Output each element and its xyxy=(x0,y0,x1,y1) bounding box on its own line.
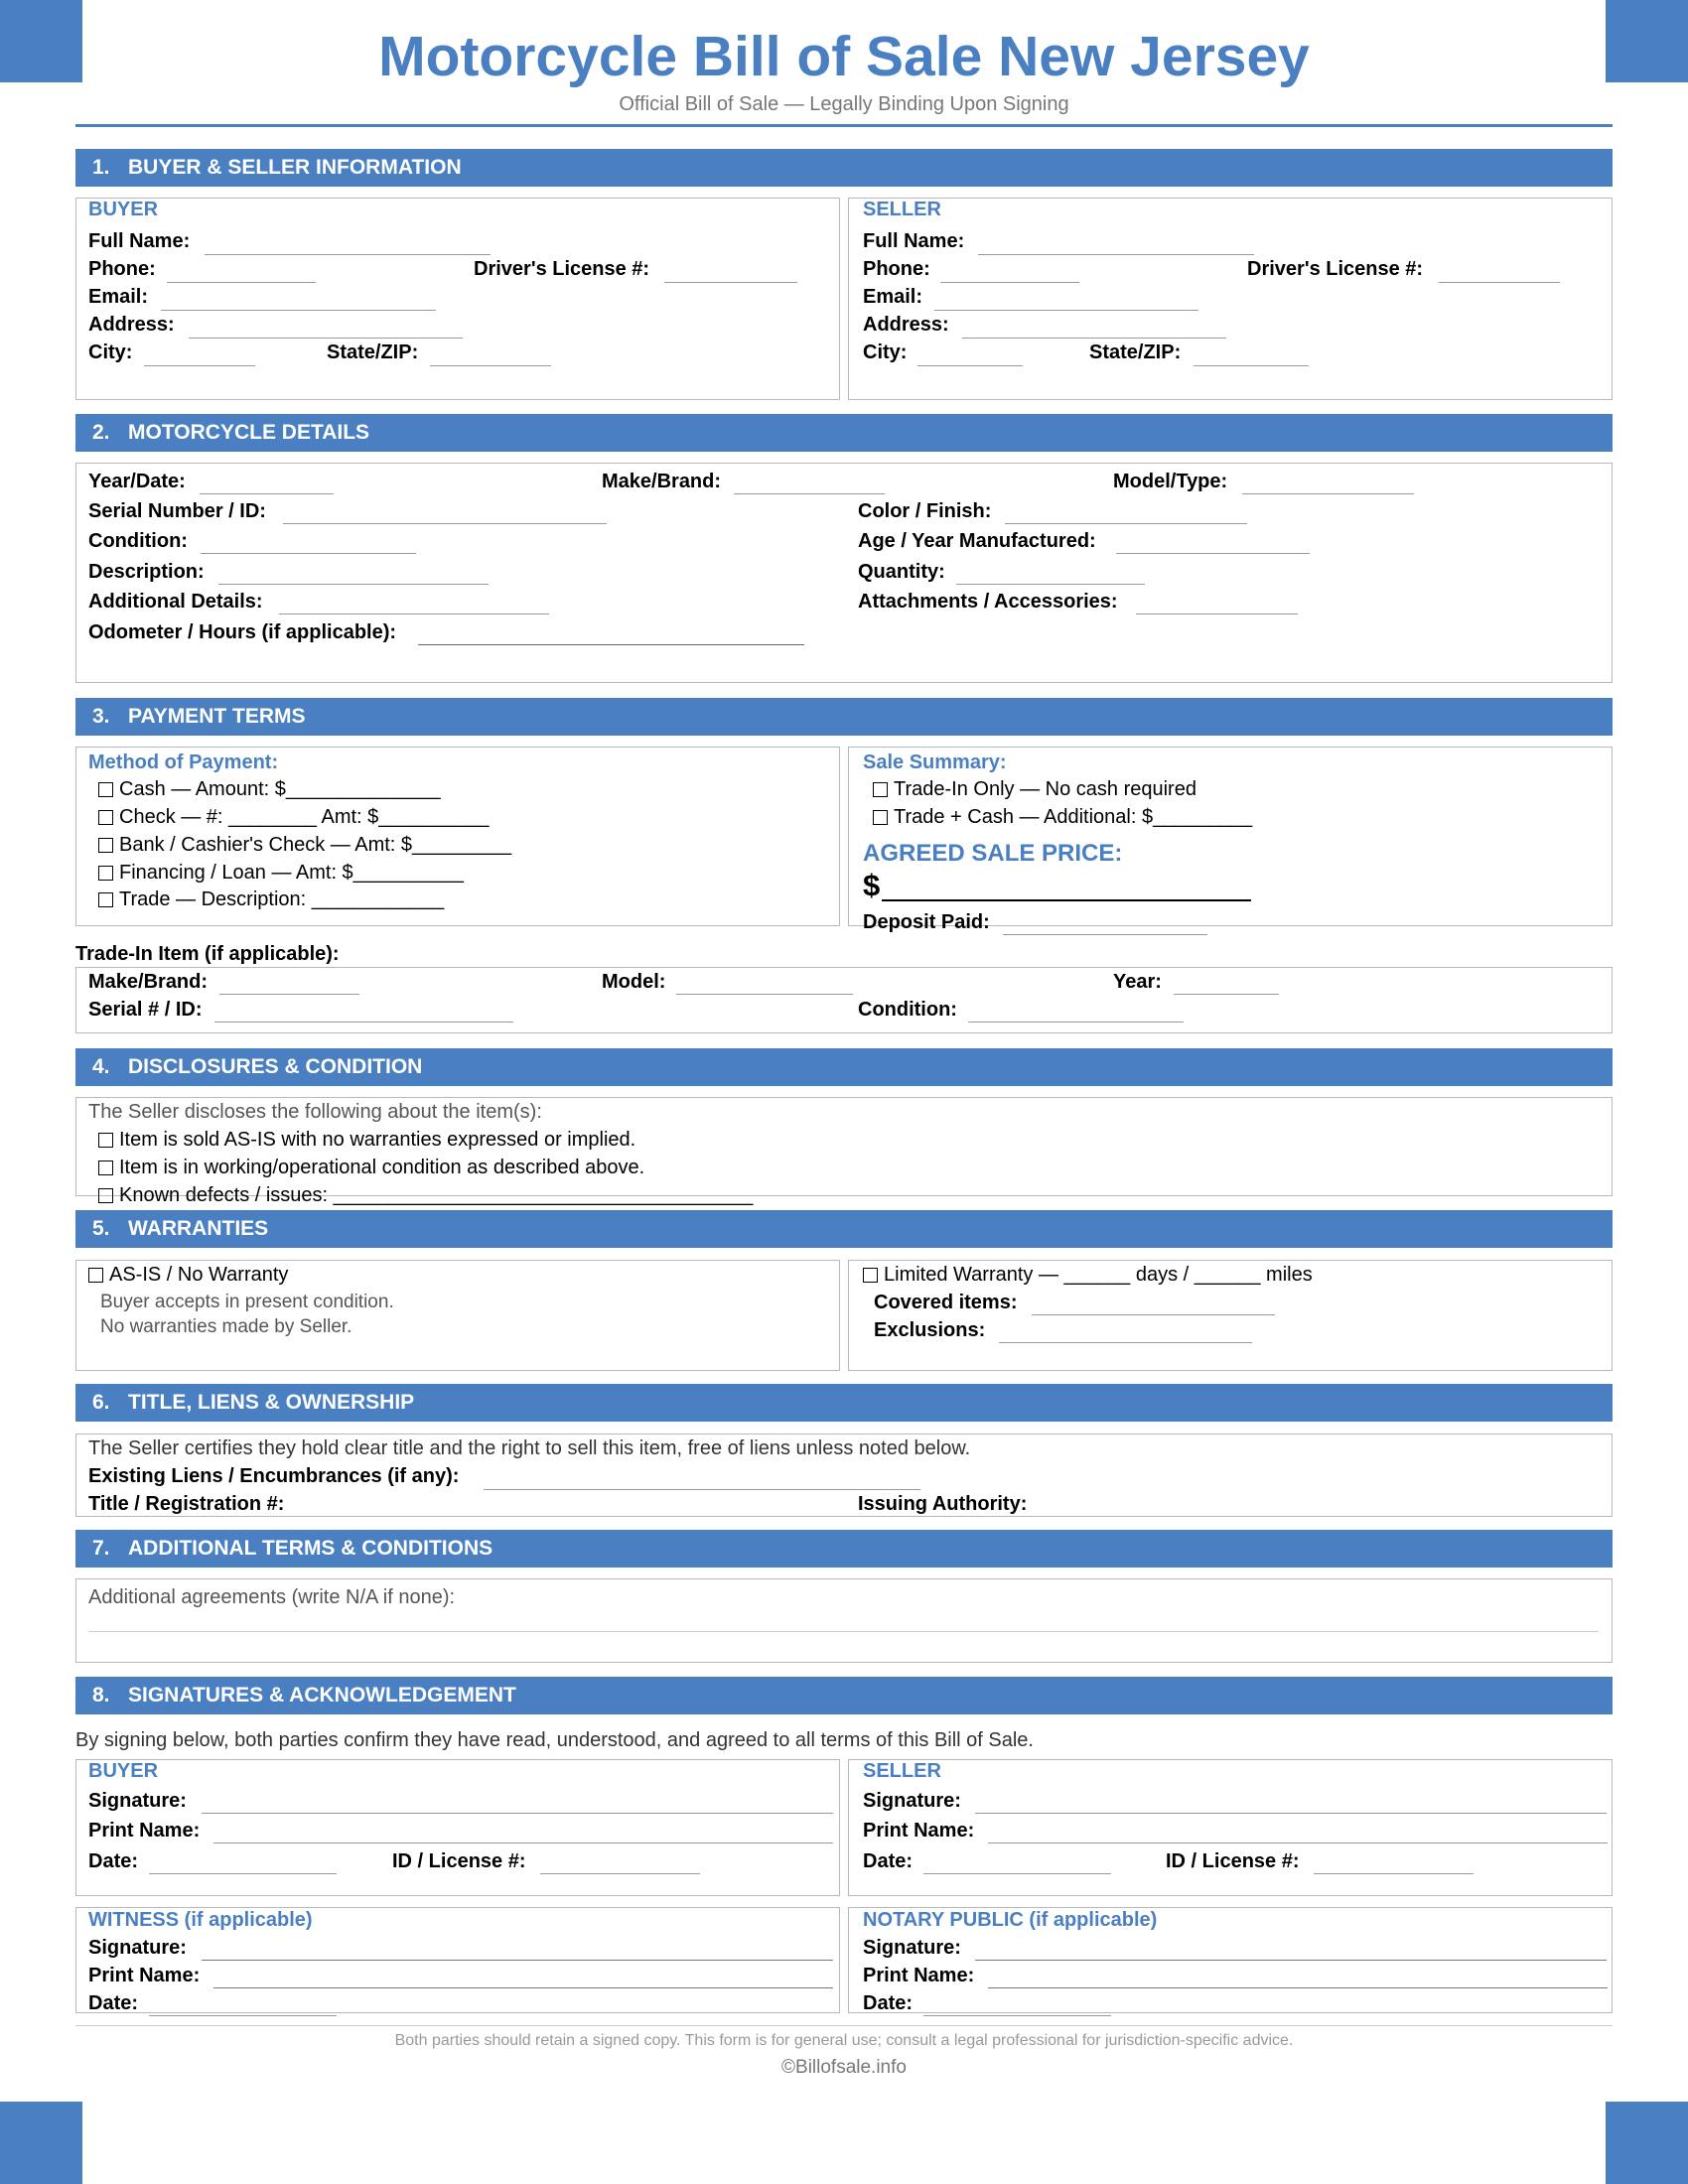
seller-phone-label: Phone: xyxy=(863,258,930,280)
notary-print-name-label: Print Name: xyxy=(863,1965,975,1986)
existing-liens-field[interactable] xyxy=(484,1489,920,1490)
section-number: 3. xyxy=(92,705,110,728)
issuing-authority-label: Issuing Authority: xyxy=(858,1493,1028,1515)
corner-decoration-bottom-right xyxy=(1606,2102,1688,2184)
notary-signature-label: Signature: xyxy=(863,1937,961,1959)
color-finish-label: Color / Finish: xyxy=(858,500,992,522)
seller-heading: SELLER xyxy=(863,199,941,220)
additional-terms-field[interactable] xyxy=(88,1631,1599,1632)
attachments-label: Attachments / Accessories: xyxy=(858,591,1118,613)
section-number: 6. xyxy=(92,1391,110,1414)
make-brand-field[interactable] xyxy=(734,493,885,494)
covered-items-field[interactable] xyxy=(1032,1314,1275,1315)
witness-signature-field[interactable] xyxy=(202,1960,833,1961)
buyer-id-license-field[interactable] xyxy=(540,1873,700,1874)
warranty-option-as-is[interactable] xyxy=(88,1263,288,1287)
section-number: 2. xyxy=(92,421,110,444)
buyer-info-box xyxy=(75,198,840,400)
corner-decoration-bottom-left xyxy=(0,2102,82,2184)
existing-liens-label: Existing Liens / Encumbrances (if any): xyxy=(88,1465,460,1487)
make-brand-label: Make/Brand: xyxy=(602,471,722,492)
summary-option-label: Trade + Cash — Additional: $_________ xyxy=(894,806,1253,828)
section-8-header xyxy=(75,1677,1613,1714)
seller-signature-heading: SELLER xyxy=(863,1760,941,1782)
seller-city-field[interactable] xyxy=(917,365,1023,366)
trade-in-year-label: Year: xyxy=(1113,971,1162,993)
title-rule xyxy=(75,124,1613,127)
checkbox[interactable] xyxy=(98,892,113,907)
checkbox[interactable] xyxy=(98,866,113,881)
trade-in-serial-label: Serial # / ID: xyxy=(88,999,203,1021)
buyer-email-label: Email: xyxy=(88,286,149,308)
buyer-license-label: Driver's License #: xyxy=(474,258,650,280)
seller-full-name-field[interactable] xyxy=(978,254,1254,255)
quantity-label: Quantity: xyxy=(858,561,945,583)
serial-number-field[interactable] xyxy=(283,523,607,524)
buyer-email-field[interactable] xyxy=(161,310,436,311)
signatures-intro: By signing below, both parties confirm they have read, understood, and agreed to all terms of this Bill of Sale. xyxy=(75,1729,1034,1751)
sale-summary-heading: Sale Summary: xyxy=(863,751,1007,773)
section-title: SIGNATURES & ACKNOWLEDGEMENT xyxy=(128,1684,516,1706)
buyer-date-label: Date: xyxy=(88,1850,139,1872)
motorcycle-details-box xyxy=(75,463,1613,683)
deposit-paid-field[interactable] xyxy=(1003,934,1207,935)
checkbox[interactable] xyxy=(873,782,888,797)
buyer-city-field[interactable] xyxy=(144,365,255,366)
summary-option-label: Trade-In Only — No cash required xyxy=(894,778,1196,800)
exclusions-field[interactable] xyxy=(999,1342,1252,1343)
disclosure-label: Known defects / issues: ______________________________________ xyxy=(119,1184,754,1206)
page-subtitle: Official Bill of Sale — Legally Binding Upon Signing xyxy=(619,93,1069,115)
model-type-label: Model/Type: xyxy=(1113,471,1228,492)
section-title: BUYER & SELLER INFORMATION xyxy=(128,156,462,179)
seller-id-license-label: ID / License #: xyxy=(1166,1850,1300,1872)
witness-print-name-label: Print Name: xyxy=(88,1965,201,1986)
notary-print-name-field[interactable] xyxy=(988,1987,1608,1988)
seller-signature-label: Signature: xyxy=(863,1790,961,1812)
trade-in-make-field[interactable] xyxy=(219,994,359,995)
payment-method-heading: Method of Payment: xyxy=(88,751,279,773)
trade-in-serial-field[interactable] xyxy=(214,1022,513,1023)
buyer-full-name-field[interactable] xyxy=(205,254,491,255)
section-title: MOTORCYCLE DETAILS xyxy=(128,421,370,444)
seller-address-label: Address: xyxy=(863,314,949,336)
quantity-field[interactable] xyxy=(956,584,1145,585)
section-number: 4. xyxy=(92,1055,110,1078)
notary-date-label: Date: xyxy=(863,1992,914,2014)
page-title: Motorcycle Bill of Sale New Jersey xyxy=(378,25,1310,88)
notary-date-field[interactable] xyxy=(923,2015,1111,2016)
buyer-city-label: City: xyxy=(88,341,133,363)
section-6-header xyxy=(75,1384,1613,1422)
checkbox[interactable] xyxy=(98,782,113,797)
notary-signature-field[interactable] xyxy=(975,1960,1607,1961)
deposit-paid-label: Deposit Paid: xyxy=(863,911,990,933)
seller-email-label: Email: xyxy=(863,286,923,308)
disclosure-as-is[interactable] xyxy=(98,1128,635,1152)
checkbox[interactable] xyxy=(98,1160,113,1175)
odometer-field[interactable] xyxy=(418,644,804,645)
payment-option-financing[interactable] xyxy=(98,861,464,885)
seller-license-label: Driver's License #: xyxy=(1247,258,1424,280)
covered-items-label: Covered items: xyxy=(874,1292,1018,1313)
as-is-note-2: No warranties made by Seller. xyxy=(100,1316,352,1337)
buyer-license-field[interactable] xyxy=(664,282,797,283)
buyer-state-zip-label: State/ZIP: xyxy=(327,341,419,363)
checkbox[interactable] xyxy=(98,1188,113,1203)
agreed-sale-price-label: AGREED SALE PRICE: xyxy=(863,840,1123,867)
section-2-header xyxy=(75,414,1613,452)
witness-print-name-field[interactable] xyxy=(213,1987,833,1988)
buyer-phone-field[interactable] xyxy=(167,282,316,283)
buyer-id-license-label: ID / License #: xyxy=(392,1850,526,1872)
seller-date-label: Date: xyxy=(863,1850,914,1872)
buyer-address-field[interactable] xyxy=(189,338,463,339)
checkbox[interactable] xyxy=(873,810,888,825)
notary-heading: NOTARY PUBLIC (if applicable) xyxy=(863,1909,1158,1931)
section-title: DISCLOSURES & CONDITION xyxy=(128,1055,423,1078)
trade-in-condition-label: Condition: xyxy=(858,999,957,1021)
trade-in-model-field[interactable] xyxy=(676,994,853,995)
summary-option-trade-in-only[interactable] xyxy=(873,777,1196,801)
description-field[interactable] xyxy=(218,584,489,585)
trade-in-condition-field[interactable] xyxy=(968,1022,1184,1023)
payment-option-cash[interactable] xyxy=(98,777,441,801)
witness-heading: WITNESS (if applicable) xyxy=(88,1909,313,1931)
checkbox[interactable] xyxy=(98,810,113,825)
seller-phone-field[interactable] xyxy=(940,282,1079,283)
payment-option-bank-check[interactable] xyxy=(98,833,511,857)
additional-terms-intro: Additional agreements (write N/A if none): xyxy=(88,1586,456,1608)
trade-in-year-field[interactable] xyxy=(1174,994,1279,995)
seller-date-field[interactable] xyxy=(923,1873,1111,1874)
buyer-date-field[interactable] xyxy=(149,1873,337,1874)
warranty-option-label: AS-IS / No Warranty xyxy=(109,1264,289,1286)
year-date-field[interactable] xyxy=(200,493,334,494)
payment-option-trade[interactable] xyxy=(98,887,444,911)
color-finish-field[interactable] xyxy=(1005,523,1247,524)
disclosure-working-condition[interactable] xyxy=(98,1156,644,1179)
payment-option-label: Check — #: ________ Amt: $__________ xyxy=(119,806,490,828)
section-7-header xyxy=(75,1530,1613,1568)
seller-id-license-field[interactable] xyxy=(1314,1873,1474,1874)
section-title: ADDITIONAL TERMS & CONDITIONS xyxy=(128,1537,493,1560)
disclosures-intro: The Seller discloses the following about the item(s): xyxy=(88,1101,542,1123)
description-label: Description: xyxy=(88,561,205,583)
section-1-header xyxy=(75,149,1613,187)
buyer-signature-heading: BUYER xyxy=(88,1760,159,1782)
buyer-state-zip-field[interactable] xyxy=(430,365,551,366)
additional-details-label: Additional Details: xyxy=(88,591,263,613)
buyer-heading: BUYER xyxy=(88,199,159,220)
seller-email-field[interactable] xyxy=(934,310,1198,311)
warranty-option-limited[interactable] xyxy=(863,1263,1313,1287)
section-number: 1. xyxy=(92,156,110,179)
agreed-sale-price-field[interactable] xyxy=(882,899,1251,901)
buyer-signature-label: Signature: xyxy=(88,1790,187,1812)
seller-city-label: City: xyxy=(863,341,908,363)
buyer-phone-label: Phone: xyxy=(88,258,156,280)
seller-license-field[interactable] xyxy=(1439,282,1560,283)
disclosure-label: Item is sold AS-IS with no warranties expressed or implied. xyxy=(119,1129,636,1151)
footer-note: Both parties should retain a signed copy. This form is for general use; consult a legal professional for jurisdiction-specific advice. xyxy=(394,2032,1294,2049)
section-5-header xyxy=(75,1210,1613,1248)
disclosure-known-defects[interactable] xyxy=(98,1183,753,1207)
condition-label: Condition: xyxy=(88,530,188,552)
trade-in-make-label: Make/Brand: xyxy=(88,971,209,993)
payment-option-label: Financing / Loan — Amt: $__________ xyxy=(119,862,464,884)
age-year-field[interactable] xyxy=(1116,553,1310,554)
witness-signature-label: Signature: xyxy=(88,1937,187,1959)
seller-print-name-label: Print Name: xyxy=(863,1820,975,1842)
payment-option-check[interactable] xyxy=(98,805,490,829)
trade-in-box xyxy=(75,967,1613,1033)
serial-number-label: Serial Number / ID: xyxy=(88,500,266,522)
checkbox[interactable] xyxy=(863,1268,878,1283)
age-year-label: Age / Year Manufactured: xyxy=(858,530,1096,552)
payment-option-label: Cash — Amount: $______________ xyxy=(119,778,441,800)
warranty-option-label: Limited Warranty — ______ days / ______ miles xyxy=(884,1264,1313,1286)
model-type-field[interactable] xyxy=(1242,493,1414,494)
section-number: 7. xyxy=(92,1537,110,1560)
section-title: WARRANTIES xyxy=(128,1217,269,1240)
checkbox[interactable] xyxy=(98,838,113,853)
odometer-label: Odometer / Hours (if applicable): xyxy=(88,621,397,643)
seller-address-field[interactable] xyxy=(962,338,1226,339)
seller-info-box xyxy=(848,198,1613,400)
seller-state-zip-field[interactable] xyxy=(1194,365,1309,366)
trade-in-model-label: Model: xyxy=(602,971,666,993)
section-number: 5. xyxy=(92,1217,110,1240)
buyer-full-name-label: Full Name: xyxy=(88,230,191,252)
condition-field[interactable] xyxy=(201,553,416,554)
trade-in-heading: Trade-In Item (if applicable): xyxy=(75,943,340,965)
section-number: 8. xyxy=(92,1684,110,1706)
buyer-signature-field[interactable] xyxy=(202,1813,833,1814)
seller-state-zip-label: State/ZIP: xyxy=(1089,341,1182,363)
section-title: PAYMENT TERMS xyxy=(128,705,306,728)
year-date-label: Year/Date: xyxy=(88,471,186,492)
payment-option-label: Bank / Cashier's Check — Amt: $_________ xyxy=(119,834,512,856)
seller-signature-field[interactable] xyxy=(975,1813,1607,1814)
section-3-header xyxy=(75,698,1613,736)
checkbox[interactable] xyxy=(98,1133,113,1148)
exclusions-label: Exclusions: xyxy=(874,1319,986,1341)
section-4-header xyxy=(75,1048,1613,1086)
title-registration-label: Title / Registration #: xyxy=(88,1493,285,1515)
seller-full-name-label: Full Name: xyxy=(863,230,965,252)
footer-copyright: ©Billofsale.info xyxy=(781,2057,907,2078)
buyer-address-label: Address: xyxy=(88,314,175,336)
as-is-note-1: Buyer accepts in present condition. xyxy=(100,1292,394,1312)
checkbox[interactable] xyxy=(88,1268,103,1283)
payment-option-label: Trade — Description: ____________ xyxy=(119,888,445,910)
summary-option-trade-plus-cash[interactable] xyxy=(873,805,1252,829)
agreed-sale-price-dollar: $ xyxy=(863,868,881,902)
witness-date-field[interactable] xyxy=(149,2015,337,2016)
witness-date-label: Date: xyxy=(88,1992,139,2014)
buyer-print-name-label: Print Name: xyxy=(88,1820,201,1842)
title-intro: The Seller certifies they hold clear title and the right to sell this item, free of liens unless noted below. xyxy=(88,1437,971,1459)
disclosure-label: Item is in working/operational condition as described above. xyxy=(119,1157,645,1178)
footer-divider xyxy=(75,2025,1613,2026)
section-title: TITLE, LIENS & OWNERSHIP xyxy=(128,1391,415,1414)
